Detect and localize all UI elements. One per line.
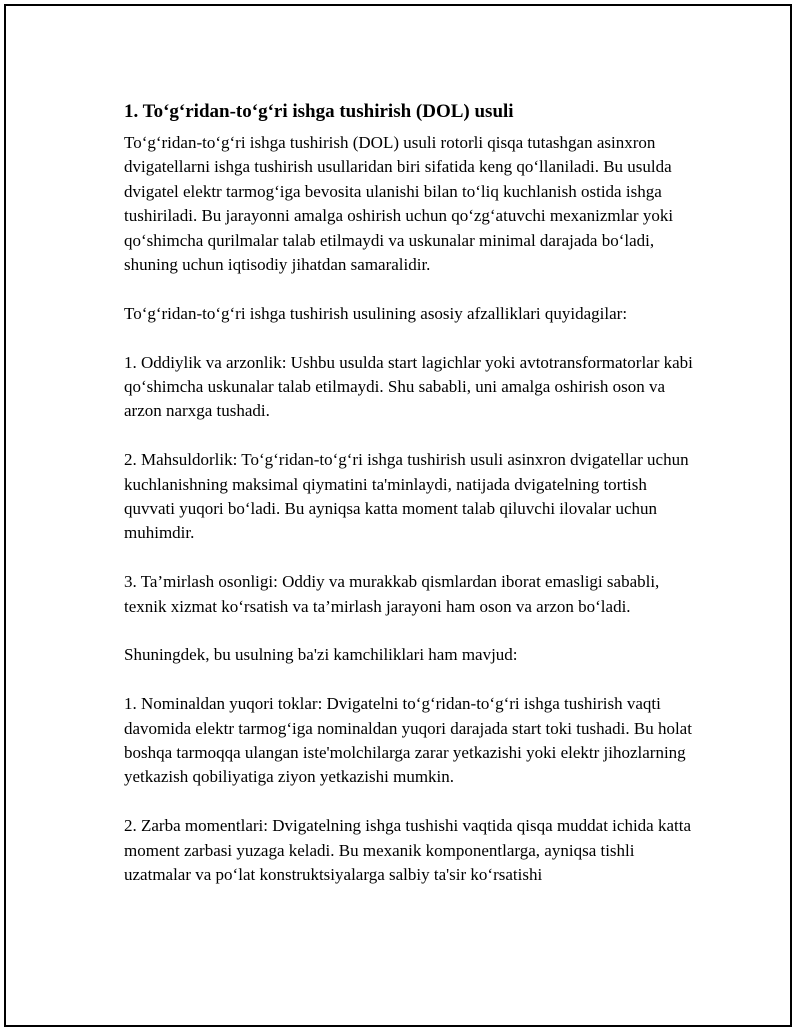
paragraph-intro: To‘g‘ridan-to‘g‘ri ishga tushirish (DOL) usuli rotorli qisqa tutashgan asinxron dvigatellarni ishga tushirish usullaridan biri sifatida keng qo‘llaniladi. Bu usulda dvigatel elektr tarmog‘iga bevosita ulanishi bilan to‘liq kuchlanish ostida ishga tushiriladi. Bu jarayonni amalga oshirish uchun qo‘zg‘atuvchi mexanizmlar yoki qo‘shimcha qurilmalar talab etilmaydi va uskunalar minimal darajada bo‘ladi, shuning uchun iqtisodiy jihatdan samaralidir. <box>124 133 674 275</box>
paragraph-advantages-intro: To‘g‘ridan-to‘g‘ri ishga tushirish usulining asosiy afzalliklari quyidagilar: <box>124 303 628 323</box>
paragraph-disadvantages-intro: Shuningdek, bu usulning ba'zi kamchiliklari ham mavjud: <box>124 645 518 665</box>
paragraph-disadvantage-1: 1. Nominaldan yuqori toklar: Dvigatelni to‘g‘ridan-to‘g‘ri ishga tushirish vaqti davomida elektr tarmog‘iga nominaldan yuqori darajada start toki tushadi. Bu holat boshqa tarmoqqa ulangan iste'molchilarga zarar yetkazishi yoki elektr jihozlarning yetkazish qobiliyatiga ziyon yetkazishi mumkin. <box>124 694 692 787</box>
paragraph-disadvantage-2: 2. Zarba momentlari: Dvigatelning ishga tushishi vaqtida qisqa muddat ichida katta moment zarbasi yuzaga keladi. Bu mexanik komponentlarga, ayniqsa tishli uzatmalar va po‘lat konstruktsiyalarga salbiy ta'sir ko‘rsatishi <box>124 816 692 885</box>
paragraph-advantage-3: 3. Ta’mirlash osonligi: Oddiy va murakkab qismlardan iborat emasligi sababli, texnik xizmat ko‘rsatish va ta’mirlash jarayoni ham oson va arzon bo‘ladi. <box>124 572 660 616</box>
document-body <box>124 98 694 887</box>
section-heading: 1. To‘g‘ridan-to‘g‘ri ishga tushirish (DOL) usuli <box>124 101 514 122</box>
page-frame <box>4 4 792 1027</box>
paragraph-advantage-2: 2. Mahsuldorlik: To‘g‘ridan-to‘g‘ri ishga tushirish usuli asinxron dvigatellar uchun kuchlanishning maksimal qiymatini ta'minlaydi, natijada dvigatelning tortish quvvati yuqori bo‘ladi. Bu ayniqsa katta moment talab qiluvchi ilovalar uchun muhimdir. <box>124 450 689 543</box>
paragraph-advantage-1: 1. Oddiylik va arzonlik: Ushbu usulda start lagichlar yoki avtotransformatorlar kabi qo‘shimcha uskunalar talab etilmaydi. Shu sababli, uni amalga oshirish oson va arzon narxga tushadi. <box>124 352 693 421</box>
